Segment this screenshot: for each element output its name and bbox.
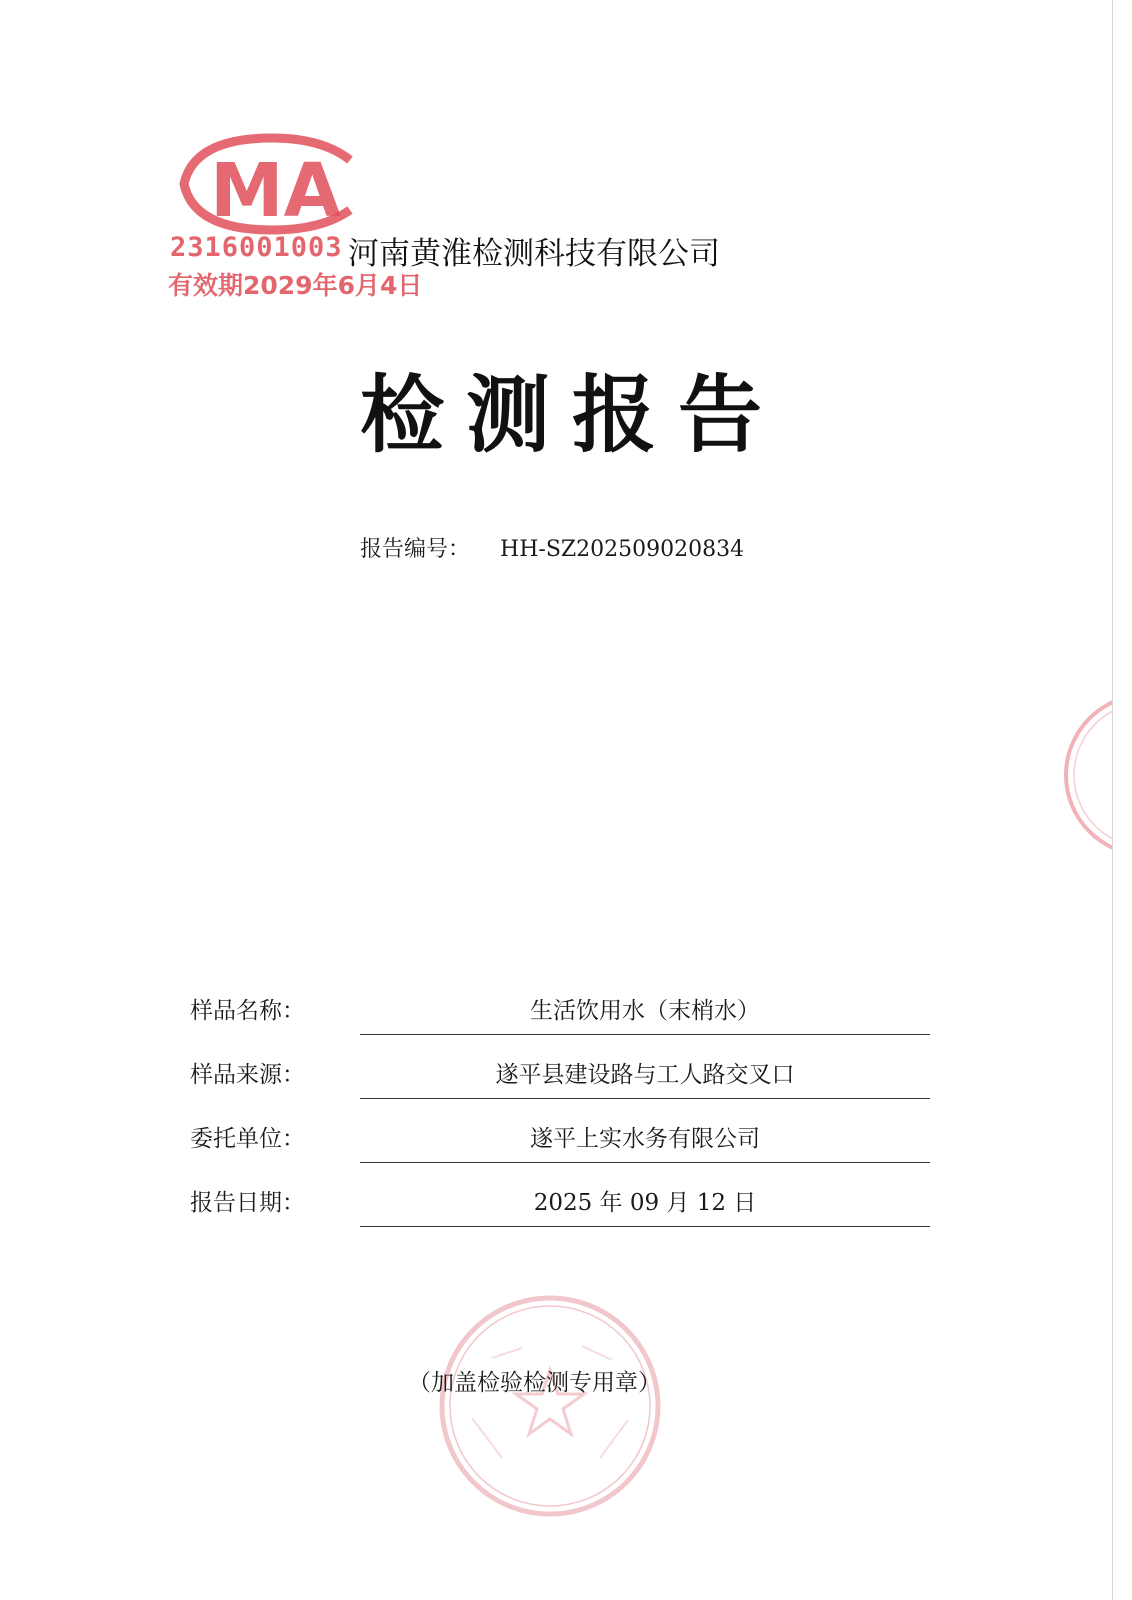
official-seal-icon <box>432 1288 668 1524</box>
info-label: 样品名称： <box>190 998 305 1024</box>
report-number-label: 报告编号： <box>360 537 471 562</box>
company-name: 河南黄淮检测科技有限公司 <box>348 236 720 272</box>
info-value: 遂平县建设路与工人路交叉口 <box>495 1062 795 1088</box>
cma-logo-text: MA <box>210 148 341 234</box>
info-row-report-date <box>190 1184 930 1244</box>
edge-seal-icon <box>1060 690 1112 860</box>
info-value: 2025 年 09 月 12 日 <box>533 1190 757 1216</box>
info-label: 报告日期： <box>190 1190 305 1216</box>
cma-certificate-number: 2316001003 <box>170 232 343 263</box>
underline <box>360 1034 930 1035</box>
info-value: 生活饮用水（末梢水） <box>530 998 760 1024</box>
underline <box>360 1098 930 1099</box>
info-row-client <box>190 1120 930 1180</box>
info-label: 样品来源： <box>190 1062 305 1088</box>
report-title: 检测报告 <box>360 366 785 464</box>
info-label: 委托单位： <box>190 1126 305 1152</box>
seal-note: （加盖检验检测专用章） <box>408 1370 661 1396</box>
underline <box>360 1162 930 1163</box>
report-number-value: HH-SZ202509020834 <box>500 537 745 562</box>
scan-edge-line <box>1112 0 1113 1600</box>
underline <box>360 1226 930 1227</box>
info-row-sample-source <box>190 1056 930 1116</box>
cma-validity-date: 有效期2029年6月4日 <box>168 271 423 300</box>
info-row-sample-name <box>190 992 930 1052</box>
info-value: 遂平上实水务有限公司 <box>530 1126 760 1152</box>
report-number <box>360 532 744 563</box>
